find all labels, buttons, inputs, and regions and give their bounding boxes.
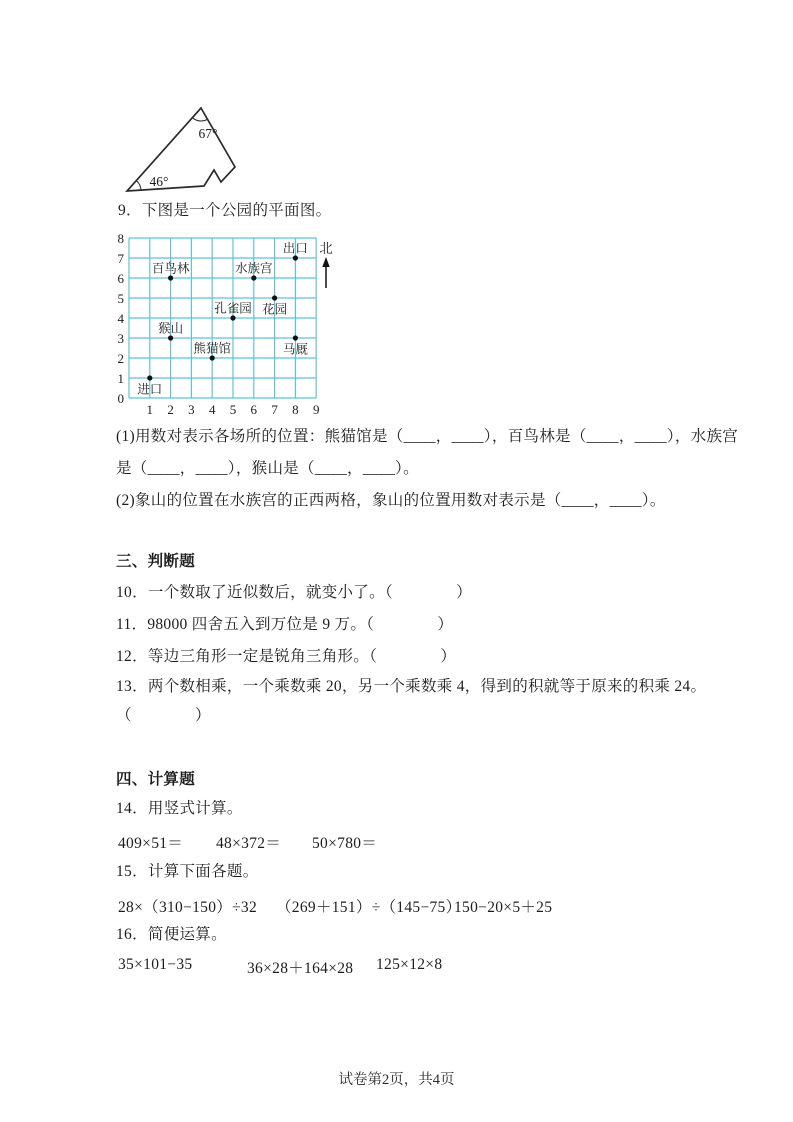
x-axis-tick: 1 xyxy=(146,402,154,417)
apex-angle-arc xyxy=(192,118,207,121)
map-point xyxy=(293,335,298,340)
expression: 150−20×5＋25 xyxy=(454,899,553,916)
map-point-label: 猴山 xyxy=(158,321,184,336)
map-point xyxy=(272,295,277,300)
triangle-outline xyxy=(127,108,235,191)
map-point xyxy=(230,315,235,320)
section3-title: 三、判断题 xyxy=(116,553,196,570)
map-point-label: 出口 xyxy=(282,241,308,256)
map-point xyxy=(293,255,298,260)
expression: （269＋151）÷（145−75） xyxy=(276,899,462,916)
expression: 48×372＝ xyxy=(216,835,282,852)
map-point-label: 花园 xyxy=(262,302,288,317)
section4-title: 四、计算题 xyxy=(116,771,196,788)
y-axis-tick: 6 xyxy=(117,271,124,286)
expression: 409×51＝ xyxy=(118,835,184,852)
x-axis-tick: 8 xyxy=(292,402,299,417)
map-point-label: 百鸟林 xyxy=(151,261,190,276)
x-axis-tick: 2 xyxy=(167,402,174,417)
angle-left-label: 46° xyxy=(149,174,169,189)
left-angle-arc xyxy=(136,181,141,191)
park-map-figure xyxy=(112,226,357,421)
map-point-label: 马厩 xyxy=(282,342,308,357)
question16-expressions xyxy=(118,956,738,976)
north-label: 北 xyxy=(319,241,333,256)
question16-label: 16．简便运算。 xyxy=(116,926,227,943)
map-point xyxy=(251,275,256,280)
y-axis-tick: 4 xyxy=(117,311,124,326)
y-axis-tick: 2 xyxy=(117,351,124,366)
question14-expressions xyxy=(118,831,738,851)
question9-sub1-line2: 是（____，____），猴山是（____，____）。 xyxy=(116,460,419,477)
y-axis-tick: 7 xyxy=(117,251,124,266)
x-axis-tick: 4 xyxy=(208,402,216,417)
question9-sub1-line1: (1)用数对表示各场所的位置：熊猫馆是（____，____），百鸟林是（____，____），水族宫 xyxy=(116,428,739,445)
expression: 28×（310−150）÷32 xyxy=(118,899,257,916)
expression: 125×12×8 xyxy=(376,956,443,973)
x-axis-tick: 9 xyxy=(312,402,320,417)
y-axis-tick: 3 xyxy=(117,331,124,346)
x-axis-tick: 3 xyxy=(188,402,195,417)
angle-top-label: 67° xyxy=(198,126,218,141)
map-point-label: 水族宫 xyxy=(235,261,273,276)
torn-triangle-figure xyxy=(118,95,253,200)
x-axis-tick: 7 xyxy=(271,402,278,417)
item-10: 10．一个数取了近似数后，就变小了。（ ） xyxy=(116,584,472,601)
item-13: 13．两个数相乘，一个乘数乘 20，另一个乘数乘 4，得到的积就等于原来的积乘 24。 xyxy=(116,678,707,695)
y-axis-tick: 1 xyxy=(117,371,124,386)
expression: 50×780＝ xyxy=(312,835,378,852)
item-12: 12．等边三角形一定是锐角三角形。（ ） xyxy=(116,648,457,665)
question14-label: 14．用竖式计算。 xyxy=(116,800,243,817)
y-axis-tick: 5 xyxy=(117,291,124,306)
map-point xyxy=(210,355,215,360)
map-point xyxy=(147,375,152,380)
map-point-label: 进口 xyxy=(137,382,163,397)
north-arrow-icon xyxy=(322,257,329,288)
expression: 35×101−35 xyxy=(118,956,193,973)
x-axis-tick: 6 xyxy=(250,402,258,417)
question15-expressions xyxy=(118,895,738,915)
expression: 36×28＋164×28 xyxy=(247,960,354,977)
question9-sub2: (2)象山的位置在水族宫的正西两格，象山的位置用数对表示是（____，____）。 xyxy=(116,492,666,509)
question9-stem: 9．下图是一个公园的平面图。 xyxy=(118,202,332,219)
y-axis-tick: 0 xyxy=(117,391,124,406)
map-point-label: 熊猫馆 xyxy=(193,341,231,356)
page-footer: 试卷第2页，共4页 xyxy=(338,1072,455,1088)
item-11: 11．98000 四舍五入到万位是 9 万。（ ） xyxy=(116,616,454,633)
x-axis-tick: 5 xyxy=(229,402,237,417)
y-axis-tick: 8 xyxy=(117,231,124,246)
map-point xyxy=(168,275,173,280)
item-13-answer-bracket: （ ） xyxy=(116,707,211,724)
map-point-label: 孔雀园 xyxy=(214,301,252,316)
map-point xyxy=(168,335,173,340)
question15-label: 15．计算下面各题。 xyxy=(116,863,259,880)
